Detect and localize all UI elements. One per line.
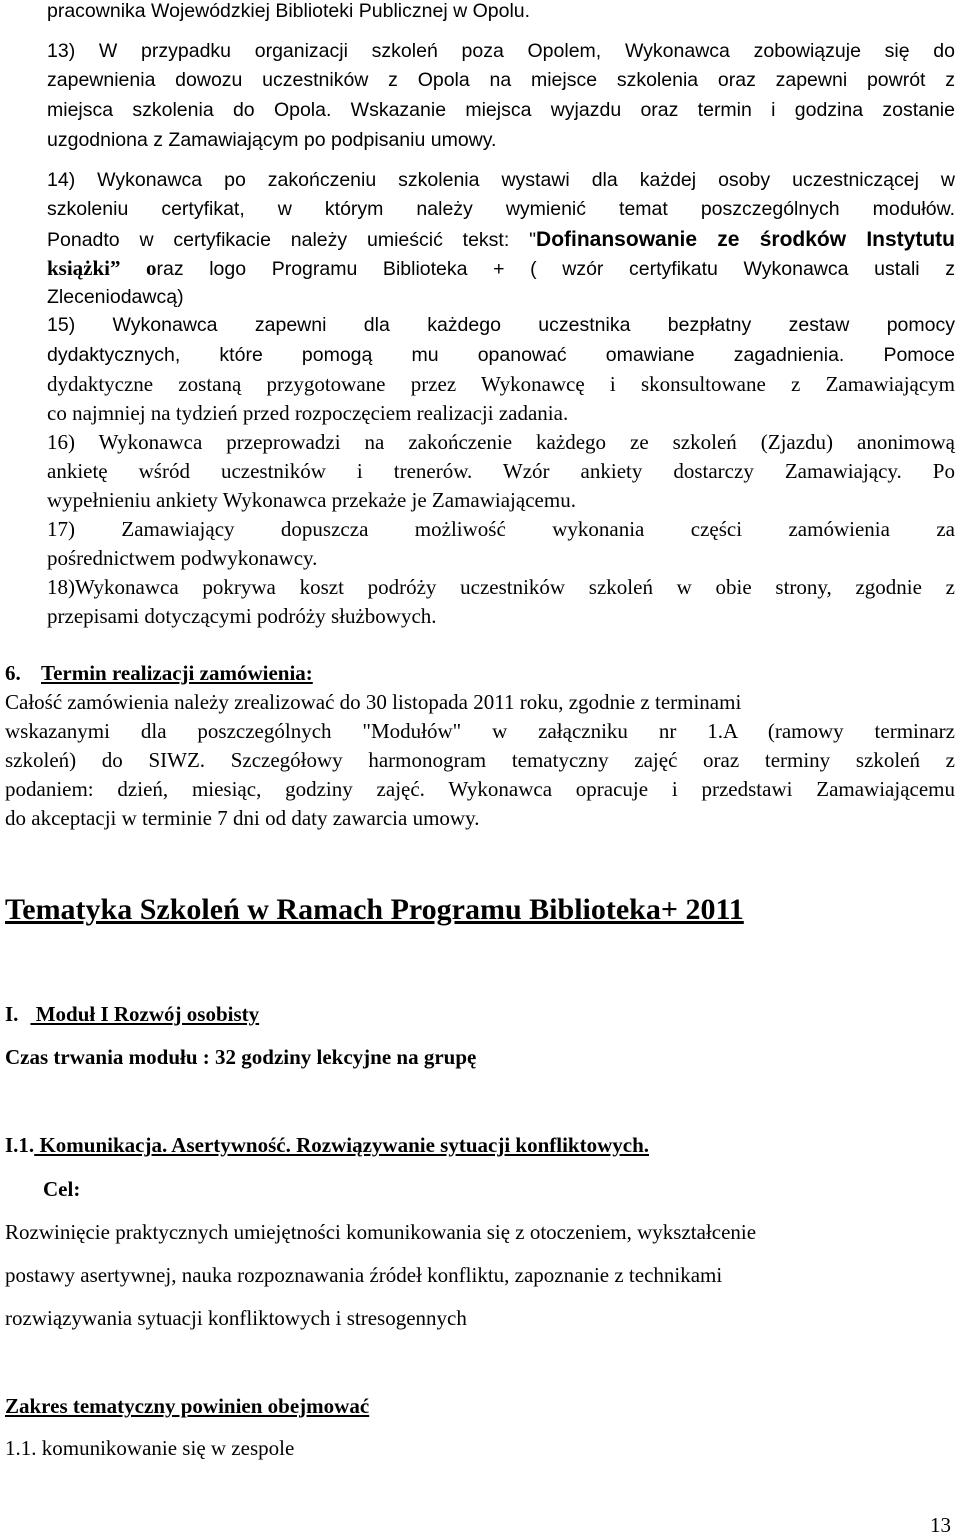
paragraph-14-line: szkoleniu certyfikat, w którym należy wymienić temat poszczególnych modułów.	[47, 198, 955, 220]
section-6-line: szkoleń) do SIWZ. Szczegółowy harmonogram tematyczny zajęć oraz terminy szkoleń z	[5, 748, 955, 772]
subsection-title: Komunikacja. Asertywność. Rozwiązywanie sytuacji konfliktowych.	[34, 1133, 650, 1157]
section-6-line: Całość zamówienia należy zrealizować do 30 listopada 2011 roku, zgodnie z terminami	[5, 690, 742, 714]
section-6-line: wskazanymi dla poszczególnych "Modułów" w załączniku nr 1.A (ramowy terminarz	[5, 719, 955, 743]
section-6-line: do akceptacji w terminie 7 dni od daty zawarcia umowy.	[5, 806, 480, 830]
paragraph-13-line: 13) W przypadku organizacji szkoleń poza Opolem, Wykonawca zobowiązuje się do	[47, 40, 955, 62]
paragraph-15-line: dydaktycznych, które pomogą mu opanować omawiane zagadnienia. Pomoce	[47, 344, 955, 366]
paragraph-14-line: Zleceniodawcą)	[47, 286, 184, 308]
paragraph-18-line: przepisami dotyczącymi podróży służbowych.	[47, 604, 437, 628]
section-6-heading	[5, 663, 313, 684]
scope-heading: Zakres tematyczny powinien obejmować	[5, 1394, 370, 1418]
paragraph-13-line: miejsca szkolenia do Opola. Wskazanie miejsca wyjazdu oraz termin i godzina zostanie	[47, 99, 955, 121]
module-title: Moduł I Rozwój osobisty	[30, 1002, 260, 1026]
scope-item: 1.1. komunikowanie się w zespole	[5, 1436, 295, 1460]
goal-line: postawy asertywnej, nauka rozpoznawania źródeł konfliktu, zapoznanie z technikami	[5, 1263, 723, 1287]
subsection-number: I.1.	[5, 1133, 35, 1157]
main-title: Tematyka Szkoleń w Ramach Programu Biblioteka+ 2011	[5, 893, 744, 926]
paragraph-15-line: dydaktyczne zostaną przygotowane przez Wykonawcę i skonsultowane z Zamawiającym	[47, 372, 955, 396]
paragraph-13-line: uzgodniona z Zamawiającym po podpisaniu umowy.	[47, 129, 497, 151]
paragraph-14-line: 14) Wykonawca po zakończeniu szkolenia wystawi dla każdej osoby uczestniczącej w	[47, 169, 955, 191]
funding-phrase-end: książki” o	[47, 256, 157, 280]
module-heading	[5, 1004, 259, 1025]
paragraph-17-line: pośrednictwem podwykonawcy.	[47, 546, 318, 570]
section-title: Termin realizacji zamówienia:	[41, 661, 313, 685]
funding-phrase: Dofinansowanie ze środków Instytutu	[536, 228, 955, 251]
paragraph-16-line: wypełnieniu ankiety Wykonawca przekaże je Zamawiającemu.	[47, 488, 576, 512]
paragraph-16-line: ankietę wśród uczestników i trenerów. Wzór ankiety dostarczy Zamawiający. Po	[47, 459, 955, 483]
paragraph-13-line: zapewnienia dowozu uczestników z Opola na miejsce szkolenia oraz zapewni powrót z	[47, 69, 955, 91]
paragraph-14-line: Ponadto w certyfikacie należy umieścić tekst: "Dofinansowanie ze środków Instytutu	[47, 228, 955, 251]
paragraph-15-line: 15) Wykonawca zapewni dla każdego uczestnika bezpłatny zestaw pomocy	[47, 314, 955, 336]
paragraph-18-line: 18)Wykonawca pokrywa koszt podróży uczestników szkoleń w obie strony, zgodnie z	[47, 575, 955, 599]
goal-line: rozwiązywania sytuacji konfliktowych i stresogennych	[5, 1306, 467, 1330]
paragraph-16-line: 16) Wykonawca przeprowadzi na zakończenie każdego ze szkoleń (Zjazdu) anonimową	[47, 430, 955, 454]
section-number: 6.	[5, 661, 21, 685]
text-line: pracownika Wojewódzkiej Biblioteki Publicznej w Opolu.	[47, 0, 531, 22]
module-duration: Czas trwania modułu : 32 godziny lekcyjne na grupę	[5, 1045, 477, 1069]
paragraph-17-line: 17) Zamawiający dopuszcza możliwość wykonania części zamówienia za	[47, 517, 955, 541]
section-6-line: podaniem: dzień, miesiąc, godziny zajęć. Wykonawca opracuje i przedstawi Zamawiającemu	[5, 777, 955, 801]
page-number: 13	[930, 1513, 951, 1537]
subsection-heading	[5, 1135, 649, 1156]
module-number: I.	[5, 1002, 19, 1026]
paragraph-14-line: książki” oraz logo Programu Biblioteka + ( wzór certyfikatu Wykonawca ustali z	[47, 256, 955, 280]
paragraph-15-line: co najmniej na tydzień przed rozpoczęciem realizacji zadania.	[47, 401, 569, 425]
goal-line: Rozwinięcie praktycznych umiejętności komunikowania się z otoczeniem, wykształcenie	[5, 1220, 757, 1244]
goal-label: Cel:	[43, 1177, 81, 1201]
